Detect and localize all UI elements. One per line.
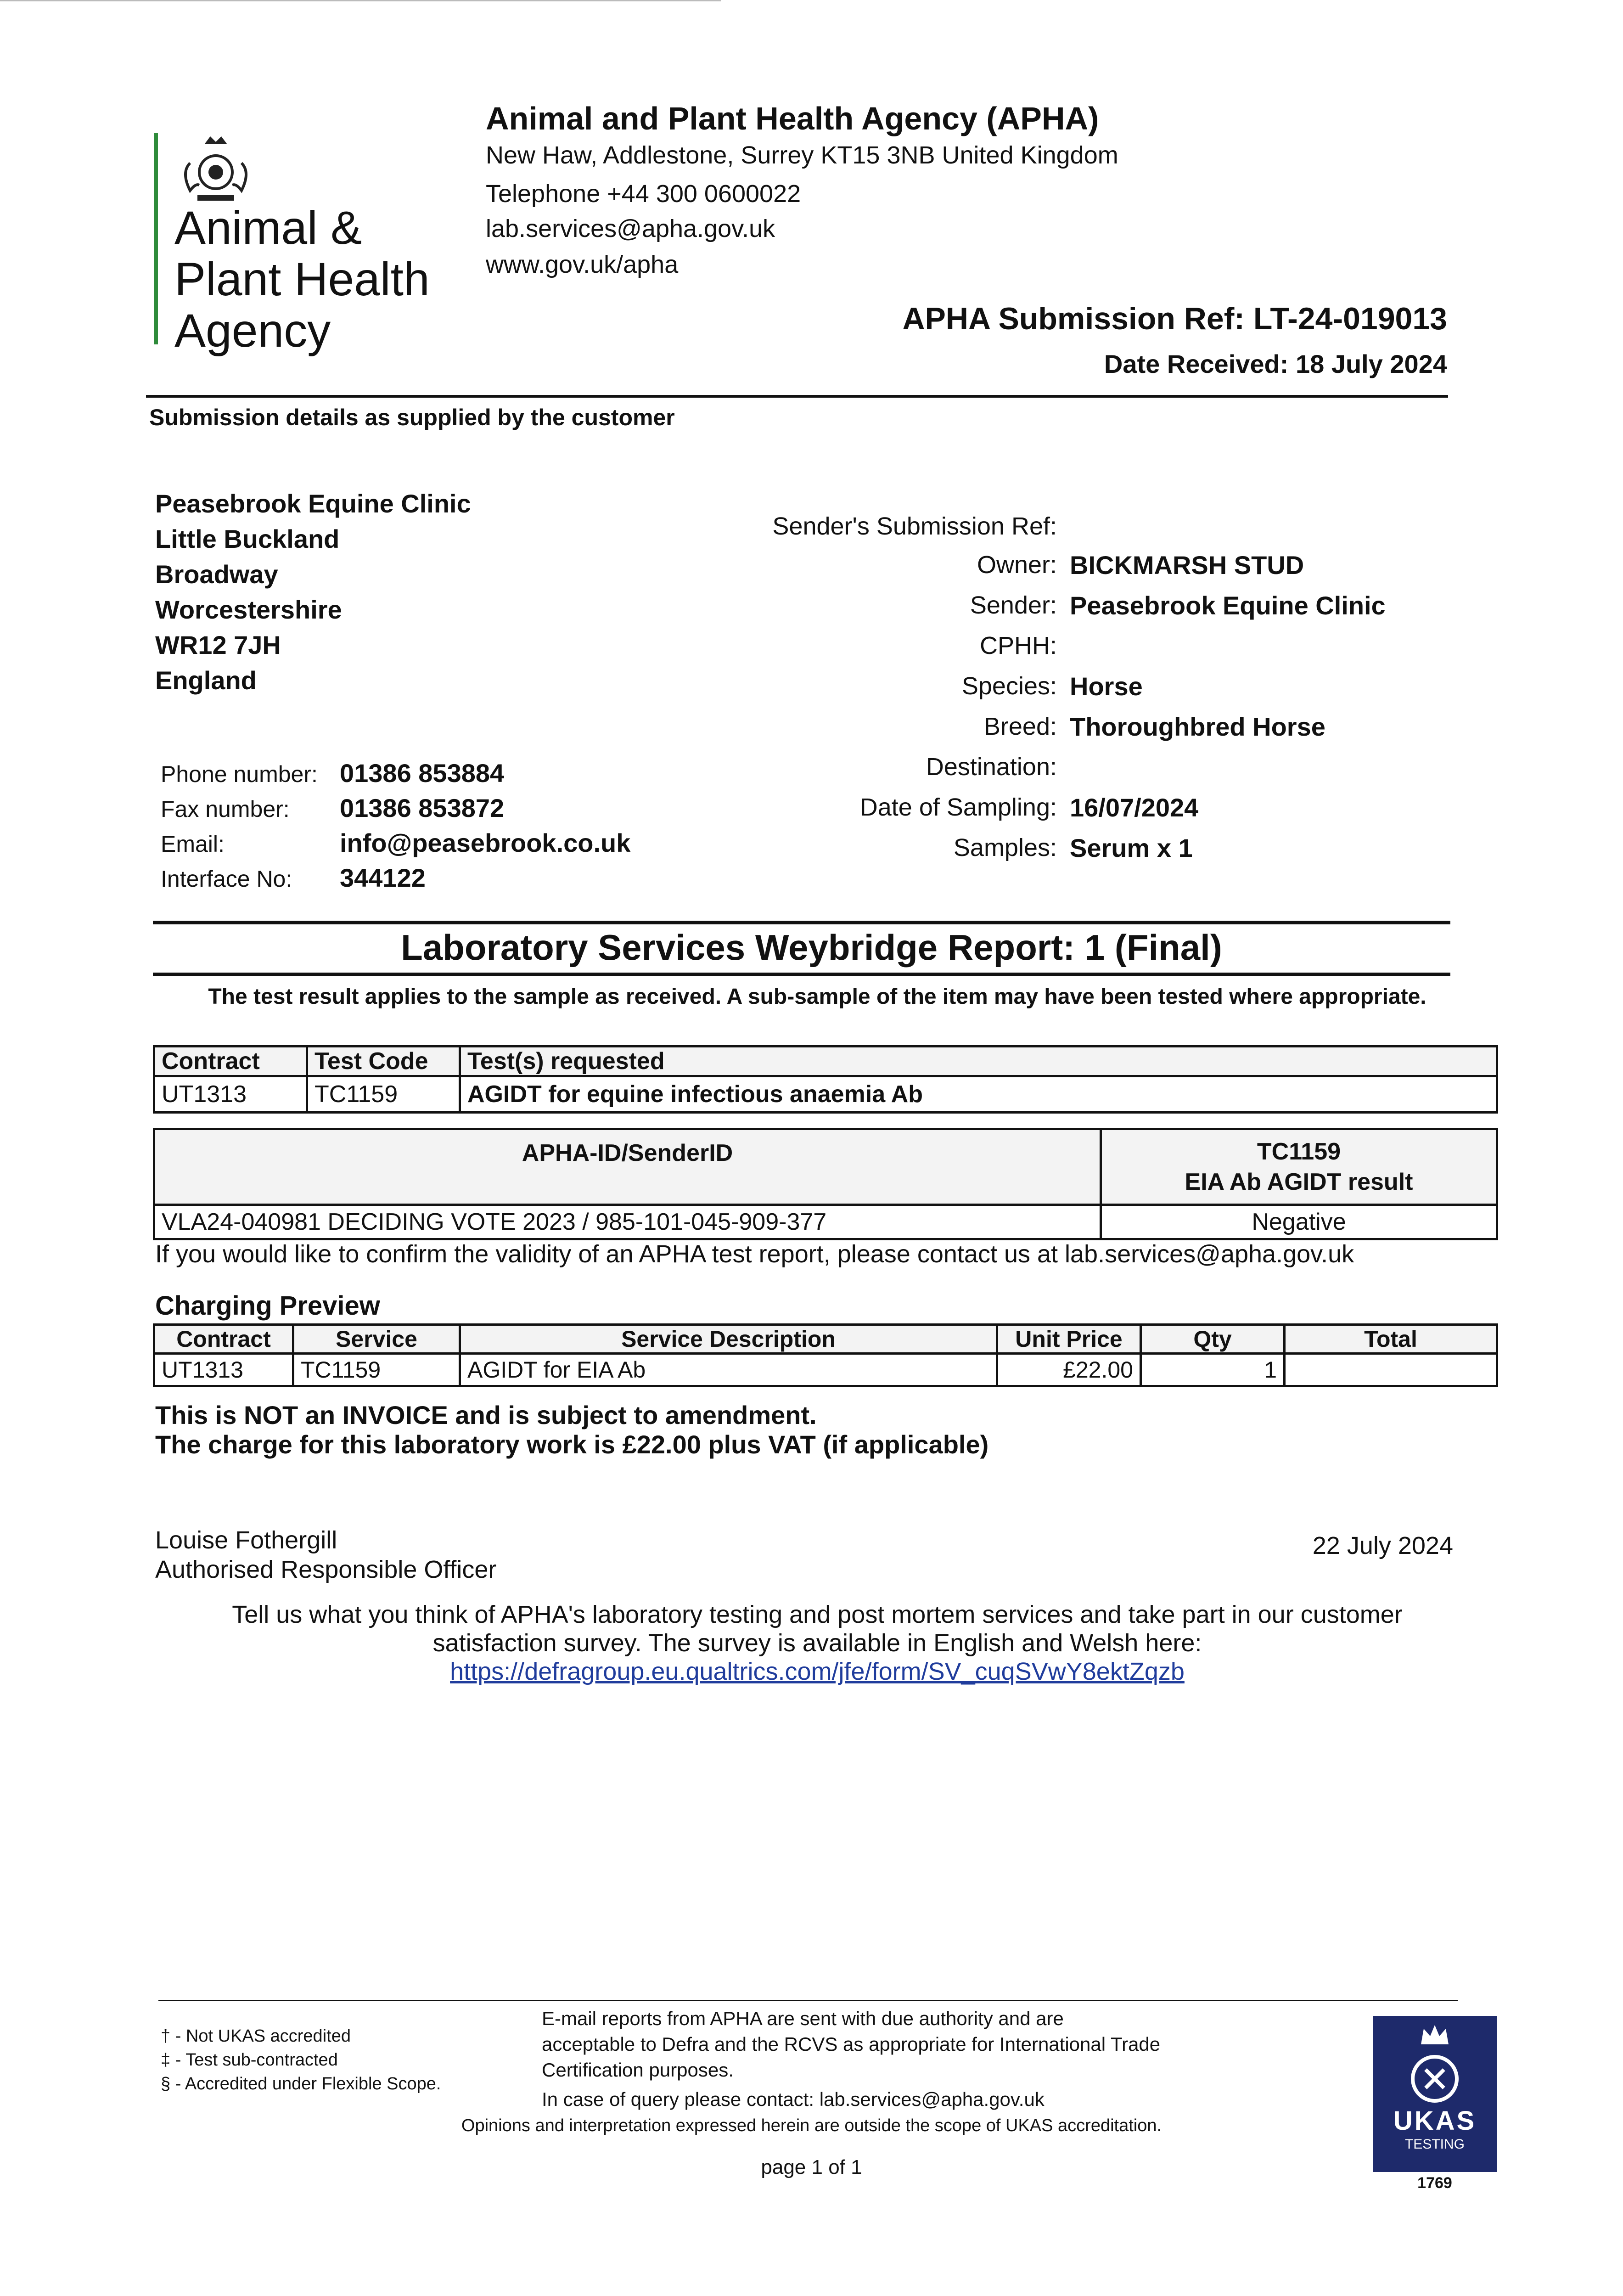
col-apha-id: APHA-ID/SenderID [154, 1129, 1101, 1205]
top-edge-line [0, 0, 721, 1]
ukas-emblem-icon [1407, 2051, 1462, 2106]
fax-label: Fax number: [161, 796, 290, 822]
meta-value: Thoroughbred Horse [1070, 712, 1325, 741]
report-top-rule [153, 921, 1450, 924]
col-qty: Qty [1141, 1325, 1285, 1354]
phone-label: Phone number: [161, 761, 318, 787]
address-line: Peasebrook Equine Clinic [155, 489, 471, 518]
legend-item: † - Not UKAS accredited [161, 2026, 351, 2046]
col-total: Total [1285, 1325, 1497, 1354]
customer-address [155, 486, 471, 698]
col-service: Service [293, 1325, 460, 1354]
survey-line-1: Tell us what you think of APHA's laboratory testing and post mortem services and take part in our customer [232, 1601, 1403, 1628]
survey-line-2: satisfaction survey. The survey is available in English and Welsh here: [432, 1629, 1202, 1657]
charging-table [153, 1323, 1498, 1387]
col-result [1101, 1129, 1497, 1205]
table-row [154, 1205, 1497, 1239]
legend-item: ‡ - Test sub-contracted [161, 2050, 338, 2070]
address-line: England [155, 666, 257, 695]
email-report-note [542, 2006, 1258, 2112]
royal-crest-icon [170, 131, 262, 211]
query-note: In case of query please contact: lab.services@apha.gov.uk [542, 2088, 1045, 2110]
cell-qty: 1 [1141, 1354, 1285, 1386]
result-code-header: TC1159 [1257, 1138, 1341, 1165]
signatory-name: Louise Fothergill [155, 1526, 337, 1554]
report-bottom-rule [153, 973, 1450, 976]
date-received: Date Received: 18 July 2024 [1104, 349, 1447, 378]
meta-row [716, 508, 1386, 545]
agency-email: lab.services@apha.gov.uk [486, 215, 775, 242]
interface-label: Interface No: [161, 866, 292, 892]
validity-note: If you would like to confirm the validity of an APHA test report, please contact us at lab.services@apha.gov.uk [155, 1240, 1354, 1268]
meta-row [716, 666, 1386, 706]
agency-title: Animal and Plant Health Agency (APHA) [486, 101, 1099, 136]
col-service-description: Service Description [460, 1325, 997, 1354]
meta-value: Peasebrook Equine Clinic [1070, 591, 1386, 620]
submission-meta [716, 508, 1386, 868]
table-row [154, 1354, 1497, 1386]
interface-value: 344122 [340, 863, 426, 892]
cell-contract: UT1313 [154, 1076, 307, 1113]
meta-row [716, 585, 1386, 625]
email-label: Email: [161, 831, 225, 857]
meta-label: Breed: [983, 713, 1057, 740]
meta-label: Species: [961, 672, 1057, 700]
ukas-number: 1769 [1417, 2174, 1452, 2192]
meta-row [716, 747, 1386, 787]
meta-label: Date of Sampling: [859, 793, 1057, 821]
meta-value: 16/07/2024 [1070, 793, 1199, 822]
opinions-note: Opinions and interpretation expressed herein are outside the scope of UKAS accreditation. [461, 2116, 1162, 2135]
submission-details-label: Submission details as supplied by the customer [149, 405, 675, 430]
meta-label: Samples: [953, 834, 1057, 861]
agency-address: New Haw, Addlestone, Surrey KT15 3NB United Kingdom [486, 141, 1118, 169]
survey-note [152, 1600, 1483, 1686]
col-tests-requested: Test(s) requested [460, 1047, 1497, 1076]
signatory-role: Authorised Responsible Officer [155, 1556, 497, 1583]
submission-ref: APHA Submission Ref: LT-24-019013 [902, 301, 1447, 336]
applies-note: The test result applies to the sample as received. A sub-sample of the item may have been tested where appropriate. [208, 985, 1426, 1009]
address-line: WR12 7JH [155, 630, 281, 659]
meta-row [716, 545, 1386, 585]
email-value: info@peasebrook.co.uk [340, 828, 631, 857]
agency-logo-text: Animal & Plant Health Agency [174, 202, 430, 357]
not-invoice-note: This is NOT an INVOICE and is subject to amendment. [155, 1401, 817, 1429]
signatory [155, 1525, 496, 1584]
page-number: page 1 of 1 [761, 2156, 862, 2178]
charge-note: The charge for this laboratory work is £22.00 plus VAT (if applicable) [155, 1430, 989, 1459]
agency-telephone: Telephone +44 300 0600022 [486, 180, 801, 208]
col-contract: Contract [154, 1047, 307, 1076]
agency-website: www.gov.uk/apha [486, 251, 679, 278]
email-note-line: acceptable to Defra and the RCVS as appropriate for International Trade [542, 2033, 1161, 2055]
legend-item: § - Accredited under Flexible Scope. [161, 2074, 441, 2093]
meta-row [716, 625, 1386, 666]
cell-contract: UT1313 [154, 1354, 293, 1386]
ukas-sub: TESTING [1404, 2137, 1465, 2152]
fax-value: 01386 853872 [340, 793, 505, 822]
meta-value: Serum x 1 [1070, 833, 1193, 862]
meta-value: Horse [1070, 671, 1143, 701]
ukas-logo [1373, 2016, 1497, 2172]
meta-row [716, 827, 1386, 868]
meta-value: BICKMARSH STUD [1070, 550, 1304, 580]
cell-test-code: TC1159 [307, 1076, 460, 1113]
customer-contact [161, 757, 630, 896]
address-line: Broadway [155, 560, 278, 589]
report-title: Laboratory Services Weybridge Report: 1 (Final) [401, 927, 1222, 968]
results-table [153, 1128, 1498, 1240]
accreditation-legend [161, 2024, 441, 2096]
result-name-header: EIA Ab AGIDT result [1185, 1169, 1413, 1195]
cell-test-requested: AGIDT for equine infectious anaemia Ab [460, 1076, 1497, 1113]
meta-label: Owner: [977, 551, 1057, 579]
footer-divider [158, 2000, 1458, 2001]
signature-date: 22 July 2024 [1312, 1532, 1453, 1559]
header-divider [146, 395, 1448, 398]
meta-label: Sender: [970, 591, 1057, 619]
meta-row [716, 787, 1386, 827]
col-contract: Contract [154, 1325, 293, 1354]
cell-unit-price: £22.00 [997, 1354, 1141, 1386]
survey-link[interactable]: https://defragroup.eu.qualtrics.com/jfe/form/SV_cuqSVwY8ektZqzb [450, 1658, 1185, 1685]
col-unit-price: Unit Price [997, 1325, 1141, 1354]
col-test-code: Test Code [307, 1047, 460, 1076]
address-line: Little Buckland [155, 524, 340, 553]
cell-service-description: AGIDT for EIA Ab [460, 1354, 997, 1386]
invoice-notice [155, 1401, 988, 1459]
tests-requested-table [153, 1045, 1498, 1114]
logo-bar [154, 133, 158, 344]
ukas-crown-icon [1416, 2021, 1453, 2049]
table-row [154, 1076, 1497, 1113]
address-line: Worcestershire [155, 595, 342, 624]
email-note-line: E-mail reports from APHA are sent with due authority and are [542, 2008, 1064, 2029]
cell-service: TC1159 [293, 1354, 460, 1386]
cell-total [1285, 1354, 1497, 1386]
charging-preview-label: Charging Preview [155, 1291, 380, 1321]
meta-label: CPHH: [979, 632, 1057, 659]
cell-result: Negative [1101, 1205, 1497, 1239]
meta-label: Sender's Submission Ref: [772, 512, 1057, 540]
cell-apha-id: VLA24-040981 DECIDING VOTE 2023 / 985-101-045-909-377 [154, 1205, 1101, 1239]
meta-label: Destination: [926, 753, 1057, 781]
meta-row [716, 706, 1386, 747]
phone-value: 01386 853884 [340, 759, 505, 788]
email-note-line: Certification purposes. [542, 2059, 734, 2081]
ukas-name: UKAS [1393, 2106, 1477, 2136]
